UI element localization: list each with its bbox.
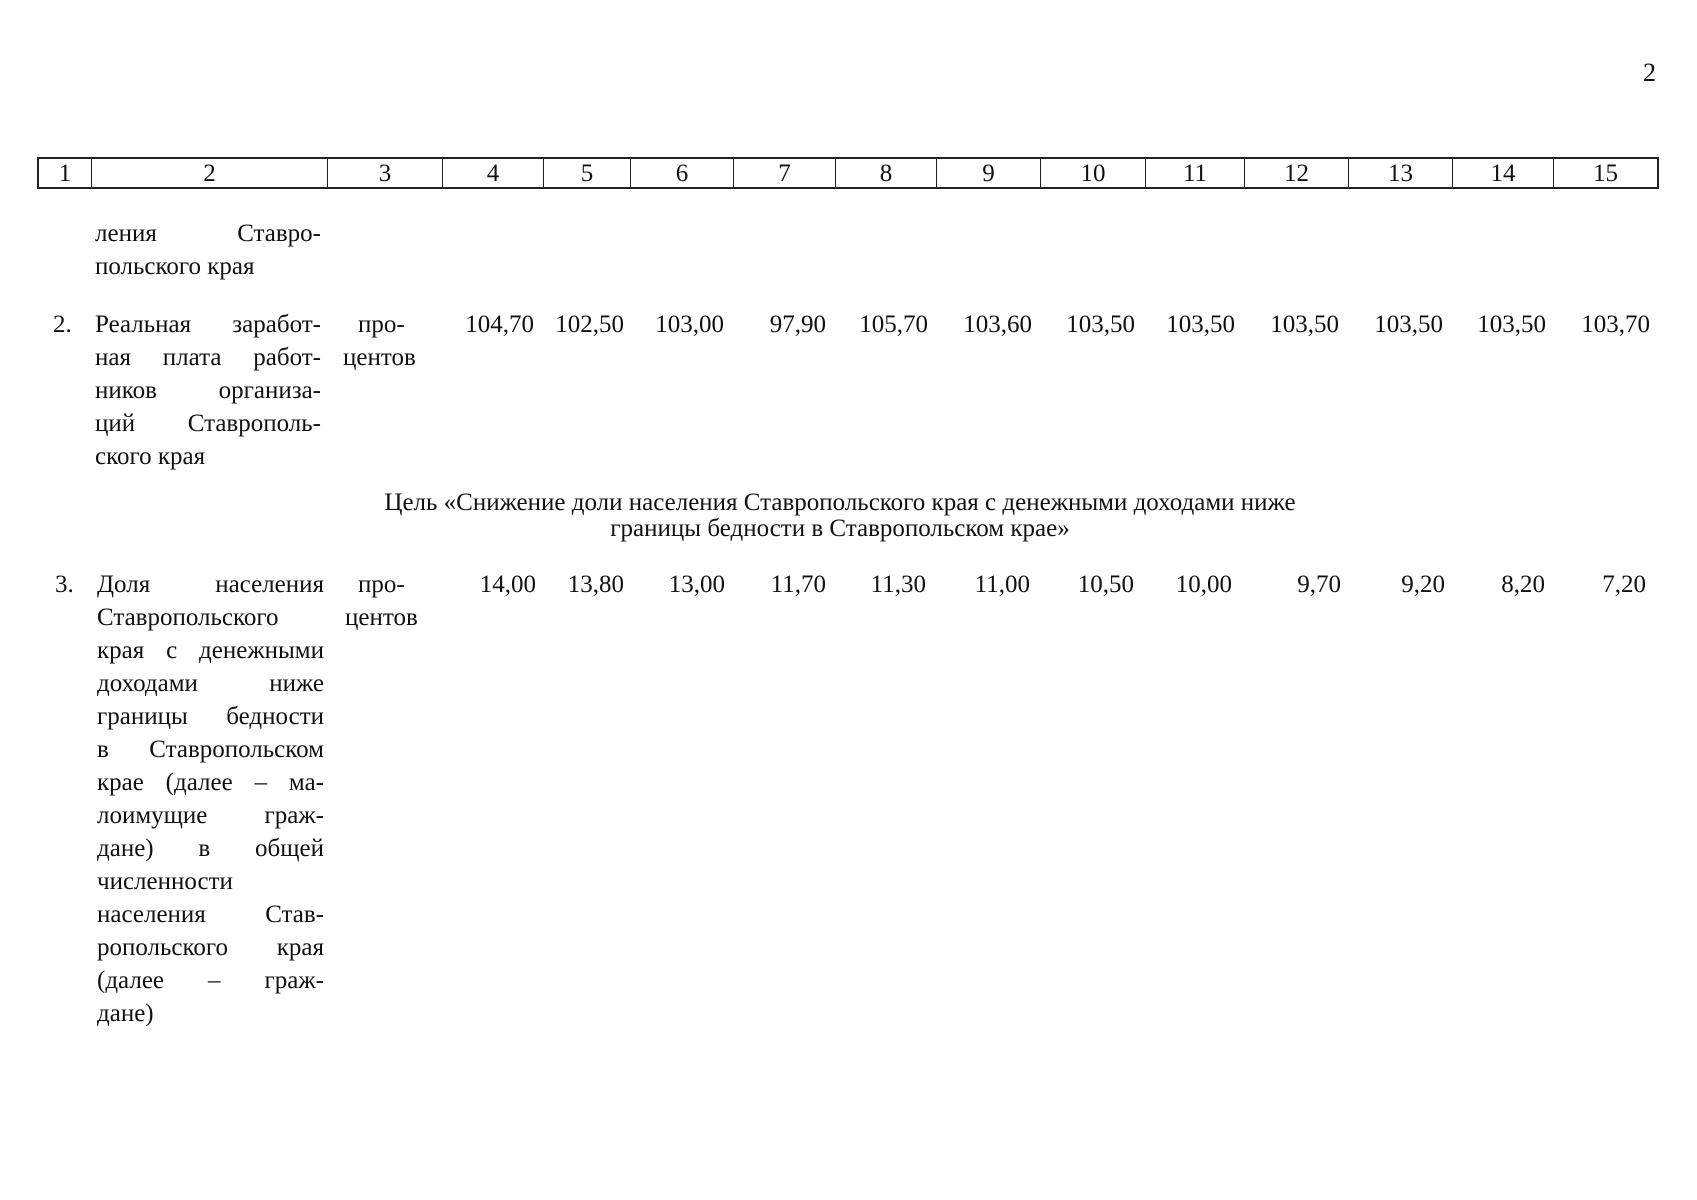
header-cell-6: 6: [630, 159, 733, 187]
value-cell: 103,50: [1477, 311, 1546, 338]
indicator-name-line: населения Став-: [97, 901, 324, 928]
indicator-name-line: края с денежными: [97, 637, 324, 664]
value-cell: 11,70: [770, 571, 826, 598]
goal-heading: [200, 490, 1480, 542]
value-cell: 9,70: [1297, 571, 1341, 598]
value-cell: 10,50: [1077, 571, 1134, 598]
goal-heading-line: Цель «Снижение доли населения Ставропольского края с денежными доходами ниже: [384, 489, 1296, 516]
header-cell-2: 2: [91, 159, 327, 187]
unit-line: центов: [345, 604, 418, 631]
indicator-name-line: границы бедности: [97, 703, 324, 730]
value-cell: 8,20: [1501, 571, 1545, 598]
row-number: 2.: [53, 311, 72, 338]
header-cell-11: 11: [1145, 159, 1244, 187]
value-cell: 97,90: [769, 311, 826, 338]
row-number: 3.: [55, 571, 74, 598]
value-cell: 102,50: [555, 311, 624, 338]
value-cell: 7,20: [1602, 571, 1646, 598]
value-cell: 103,60: [963, 311, 1032, 338]
indicator-name-line: ций Ставрополь-: [95, 410, 321, 437]
value-cell: 103,00: [655, 311, 724, 338]
header-cell-7: 7: [733, 159, 835, 187]
indicator-name-line: лоимущие граж-: [97, 802, 324, 829]
indicator-name-line: ропольского края: [97, 934, 324, 961]
header-cell-14: 14: [1452, 159, 1553, 187]
continuation-line: ления Ставро-: [95, 220, 321, 247]
value-cell: 103,70: [1581, 311, 1650, 338]
indicator-name-line: дане) в общей: [97, 835, 324, 862]
indicator-name-line: численности: [97, 868, 233, 895]
indicator-name-line: крае (далее – ма-: [97, 769, 324, 796]
value-cell: 13,80: [567, 571, 624, 598]
value-cell: 11,30: [870, 571, 926, 598]
header-cell-1: 1: [58, 159, 72, 187]
indicator-name-line: ского края: [95, 443, 206, 470]
continuation-line: польского края: [95, 253, 255, 280]
value-cell: 13,00: [668, 571, 725, 598]
value-cell: 103,50: [1374, 311, 1443, 338]
header-cell-12: 12: [1244, 159, 1348, 187]
page-number: 2: [1643, 58, 1656, 87]
header-cell-13: 13: [1348, 159, 1452, 187]
value-cell: 11,00: [974, 571, 1030, 598]
header-cell-5: 5: [543, 159, 630, 187]
goal-heading-line: границы бедности в Ставропольском крае»: [610, 515, 1070, 542]
header-cell-3: 3: [327, 159, 442, 187]
table-header-row: [37, 157, 1659, 189]
value-cell: 104,70: [465, 311, 534, 338]
value-cell: 9,20: [1401, 571, 1445, 598]
unit-line: центов: [343, 344, 416, 371]
header-cell-9: 9: [936, 159, 1040, 187]
value-cell: 103,50: [1270, 311, 1339, 338]
indicator-name-line: дане): [97, 1000, 154, 1027]
value-cell: 103,50: [1066, 311, 1135, 338]
indicator-name-line: Реальная заработ-: [95, 311, 321, 338]
indicator-name-line: (далее – граж-: [97, 967, 324, 994]
header-cell-15: 15: [1553, 159, 1657, 187]
header-cell-10: 10: [1040, 159, 1145, 187]
indicator-name-line: доходами ниже: [97, 670, 324, 697]
value-cell: 103,50: [1166, 311, 1235, 338]
unit-line: про-: [358, 571, 405, 598]
indicator-name-line: ников организа-: [95, 377, 321, 404]
indicator-name-line: ная плата работ-: [95, 344, 321, 371]
value-cell: 14,00: [479, 571, 536, 598]
unit-line: про-: [358, 311, 405, 338]
indicator-name-line: Ставропольского: [97, 604, 279, 631]
indicator-name-line: Доля населения: [97, 571, 324, 598]
header-cell-4: 4: [442, 159, 543, 187]
value-cell: 105,70: [859, 311, 928, 338]
value-cell: 10,00: [1175, 571, 1232, 598]
header-cell-8: 8: [835, 159, 936, 187]
indicator-name-line: в Ставропольском: [97, 736, 324, 763]
